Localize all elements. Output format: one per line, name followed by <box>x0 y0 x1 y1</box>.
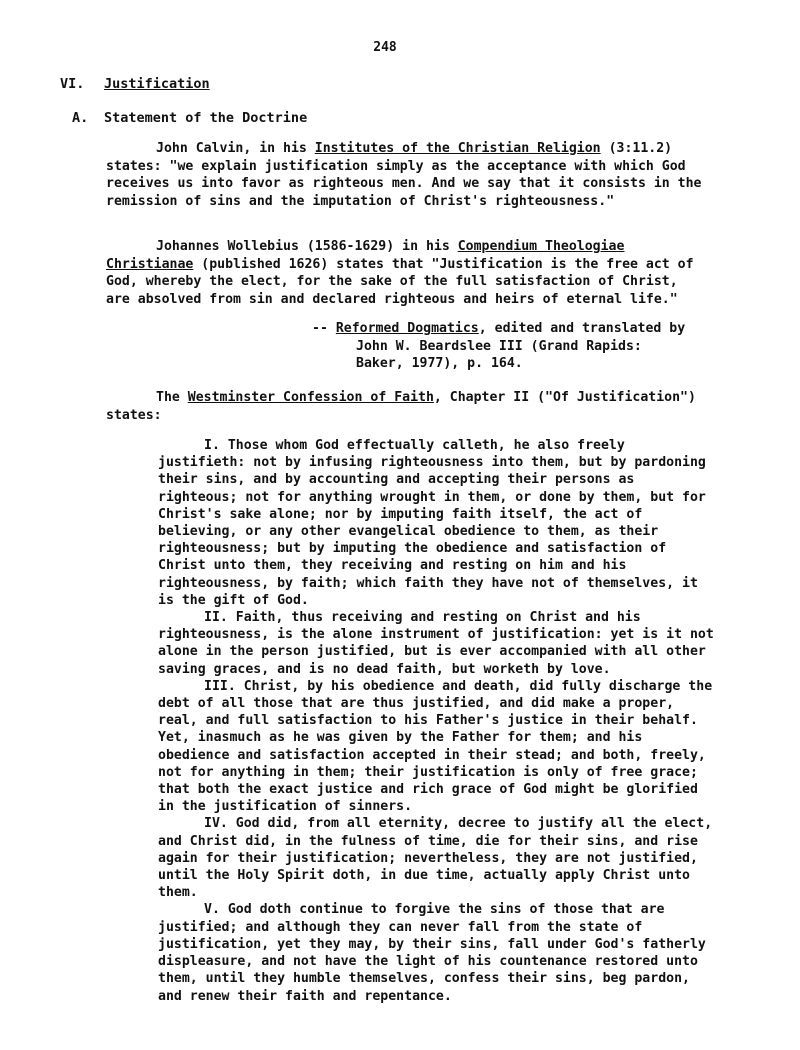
subsection-letter: A. <box>72 110 89 126</box>
citation-line-1 <box>312 320 732 338</box>
citation-work-title: Reformed Dogmatics <box>335 321 479 336</box>
subsection-title: Statement of the Doctrine <box>104 110 308 126</box>
wollebius-intro: Johannes Wollebius (1586-1629) in his <box>156 239 458 254</box>
westminster-intro: The <box>156 390 188 405</box>
westminster-lead: , Chapter II ("Of Justification") states: <box>106 390 696 423</box>
confession-article-5: V. God doth continue to forgive the sins of those that are justified; and although they can never fall from the state of justification, yet they may, by their sins, fall under God's fatherly displeasure, and not have the light of his countenance restored unto them, until they humble themselves, confess their sins, beg pardon, and renew their faith and repentance. <box>158 902 706 1004</box>
westminster-paragraph <box>106 389 704 424</box>
wollebius-paragraph <box>106 238 704 308</box>
confession-article-1: I. Those whom God effectually calleth, he also freely justifieth: not by infusing righteousness into them, but by pardoning their sins, and by accounting and accepting their persons as righteous; not for anything wrought in them, or done by them, but for Christ's sake alone; nor by imputing faith itself, the act of believing, or any other evangelical obedience to them, as their righteousness; but by imputing the obedience and satisfaction of Christ unto them, they receiving and resting on him and his righteousness, by faith; which faith they have not of themselves, it is the gift of God. <box>158 438 706 608</box>
page-number: 248 <box>373 40 397 55</box>
citation-line-3: Baker, 1977), p. 164. <box>356 356 523 371</box>
confession-article-4: IV. God did, from all eternity, decree to justify all the elect, and Christ did, in the fulness of time, die for their sins, and rise again for their justification; nevertheless, they are not justified, until the Holy Spirit doth, in due time, actually apply Christ unto them. <box>158 816 713 901</box>
calvin-paragraph <box>106 140 704 210</box>
wollebius-quote: (published 1626) states that "Justification is the free act of God, whereby the elect, for the sake of the full satisfaction of Christ, are absolved from sin and declared righteous and heirs of eternal life." <box>106 256 694 307</box>
section-numeral: VI. <box>60 76 85 92</box>
confession-article-3: III. Christ, by his obedience and death, did fully discharge the debt of all those that are thus justified, and did make a proper, real, and full satisfaction to his Father's justice in their behalf. Yet, inasmuch as he was given by the Father for them; and his obedience and satisfaction accepted in their stead; and both, freely, not for anything in them; their justification is only of free grace; that both the exact justice and rich grace of God might be glorified in the justification of sinners. <box>158 678 713 815</box>
confession-article-2: II. Faith, thus receiving and resting on Christ and his righteousness, is the alone instrument of justification: yet is it not alone in the person justified, but is ever accompanied with all other saving graces, and is no dead faith, but worketh by love. <box>158 610 714 677</box>
citation-rest: , edited and translated by <box>478 321 686 336</box>
section-title: Justification <box>104 76 210 92</box>
calvin-intro: John Calvin, in his <box>156 141 315 156</box>
citation-line-2: John W. Beardslee III (Grand Rapids: <box>356 338 642 354</box>
confession-quote <box>158 437 718 1005</box>
section-heading <box>60 76 210 92</box>
subsection-heading <box>72 110 307 126</box>
citation <box>312 320 732 373</box>
calvin-quote: (3:11.2) states: "we explain justification simply as the acceptance with which God receives us into favor as righteous men. And we say that it consists in the remission of sins and the imputation of Christ's righteousness." <box>106 141 702 209</box>
calvin-work-title: Institutes of the Christian Religion <box>314 141 601 156</box>
wollebius-work-title: Compendium Theologiae Christianae <box>106 239 625 272</box>
citation-dash: -- <box>312 321 336 336</box>
westminster-work-title: Westminster Confession of Faith <box>187 390 434 405</box>
